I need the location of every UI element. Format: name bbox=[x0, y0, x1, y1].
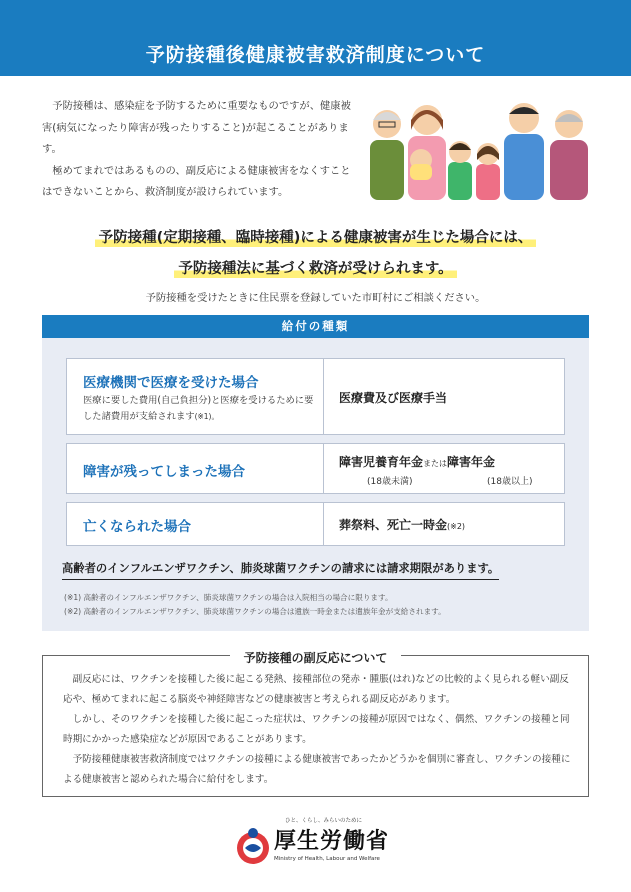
highlight-text-2: 予防接種法に基づく救済が受けられます。 bbox=[174, 261, 456, 278]
disability-title: 障害が残ってしまった場合 bbox=[83, 464, 245, 480]
mother-figure bbox=[408, 105, 446, 200]
intro-text bbox=[42, 96, 360, 204]
footnote-1: (※1) 高齢者のインフルエンザワクチン、肺炎球菌ワクチンの場合は入院相当の場合に限ります。 bbox=[64, 593, 393, 602]
logo-name: 厚生労働省 bbox=[274, 829, 390, 854]
death-benefit-text: 葬祭料、死亡一時金 bbox=[339, 518, 448, 532]
claim-deadline-notice: 高齢者のインフルエンザワクチン、肺炎球菌ワクチンの請求には請求期限があります。 bbox=[62, 560, 499, 580]
benefits-panel bbox=[42, 315, 589, 631]
disability-benefit bbox=[339, 453, 495, 470]
father-figure bbox=[504, 103, 544, 200]
boy-figure bbox=[448, 141, 472, 200]
side-effects-title: 予防接種の副反応について bbox=[230, 651, 402, 665]
family-illustration bbox=[366, 100, 596, 204]
medical-description-text: 医療に要した費用(自己負担分)と医療を受けるために要した諸費用が支給されます bbox=[83, 395, 314, 422]
benefit-row-disability bbox=[66, 443, 565, 494]
side-effects-paragraph-1: 副反応には、ワクチンを接種した後に起こる発熱、接種部位の発赤・腫脹(はれ)などの比較的よく見られる軽い副反応や、極めてまれに起こる脳炎や神経障害などの健康被害と考えられる副反応があります。 bbox=[63, 674, 569, 705]
intro-paragraph-1: 予防接種は、感染症を予防するために重要なものですが、健康被害(病気になったり障害が残ったりすること)が起こることがあります。 bbox=[42, 100, 351, 155]
mhlw-logo bbox=[0, 816, 631, 876]
mhlw-emblem-icon bbox=[236, 826, 270, 866]
highlight-line-2 bbox=[0, 257, 631, 278]
row-divider bbox=[323, 359, 324, 434]
side-effects-box bbox=[42, 651, 589, 797]
benefits-title: 給付の種類 bbox=[42, 315, 589, 338]
logo-tagline: ひと、くらし、みらいのために bbox=[285, 818, 363, 824]
disability-sub-a: (18歳未満) bbox=[367, 477, 413, 487]
side-effects-body bbox=[63, 670, 571, 790]
benefit-row-medical bbox=[66, 358, 565, 435]
death-benefit bbox=[339, 516, 465, 533]
side-effects-paragraph-3: 予防接種健康被害救済制度ではワクチンの接種による健康被害であったかどうかを個別に審査し、ワクチンの接種による健康被害と認められた場合に給付をします。 bbox=[63, 754, 571, 785]
grandfather-figure bbox=[370, 110, 404, 200]
page-title: 予防接種後健康被害救済制度について bbox=[145, 44, 486, 66]
benefit-row-death bbox=[66, 502, 565, 546]
death-note: (※2) bbox=[447, 522, 466, 531]
intro-paragraph-2: 極めてまれではあるものの、副反応による健康被害をなくすことはできないことから、救済制度が設けられています。 bbox=[42, 164, 351, 198]
disability-benefit-a: 障害児養育年金 bbox=[339, 455, 424, 469]
disability-sub-b: (18歳以上) bbox=[487, 477, 533, 487]
medical-benefit: 医療費及び医療手当 bbox=[339, 391, 448, 405]
grandmother-figure bbox=[550, 110, 588, 200]
footnote-2: (※2) 高齢者のインフルエンザワクチン、肺炎球菌ワクチンの場合は遺族一時金または遺族年金が支給されます。 bbox=[64, 607, 446, 616]
death-title: 亡くなられた場合 bbox=[83, 519, 191, 535]
logo-english: Ministry of Health, Labour and Welfare bbox=[274, 856, 380, 862]
medical-description-note: (※1)。 bbox=[194, 412, 219, 421]
side-effects-paragraph-2: しかし、そのワクチンを接種した後に起こった症状は、ワクチンの接種が原因ではなく、偶然、ワクチンの接種と同時期にかかった感染症などが原因であることがあります。 bbox=[63, 714, 570, 745]
medical-title: 医療機関で医療を受けた場合 bbox=[83, 375, 259, 391]
header-banner bbox=[0, 0, 631, 76]
row-divider bbox=[323, 444, 324, 493]
row-divider bbox=[323, 503, 324, 545]
highlight-text-1: 予防接種(定期接種、臨時接種)による健康被害が生じた場合には、 bbox=[95, 230, 537, 247]
highlight-line-1 bbox=[0, 226, 631, 247]
girl-figure bbox=[476, 143, 500, 200]
disability-connector: または bbox=[423, 459, 448, 468]
medical-description bbox=[83, 393, 315, 425]
consult-note: 予防接種を受けたときに住民票を登録していた市町村にご相談ください。 bbox=[145, 292, 486, 304]
side-effects-heading bbox=[43, 647, 588, 666]
disability-benefit-b: 障害年金 bbox=[447, 455, 496, 469]
